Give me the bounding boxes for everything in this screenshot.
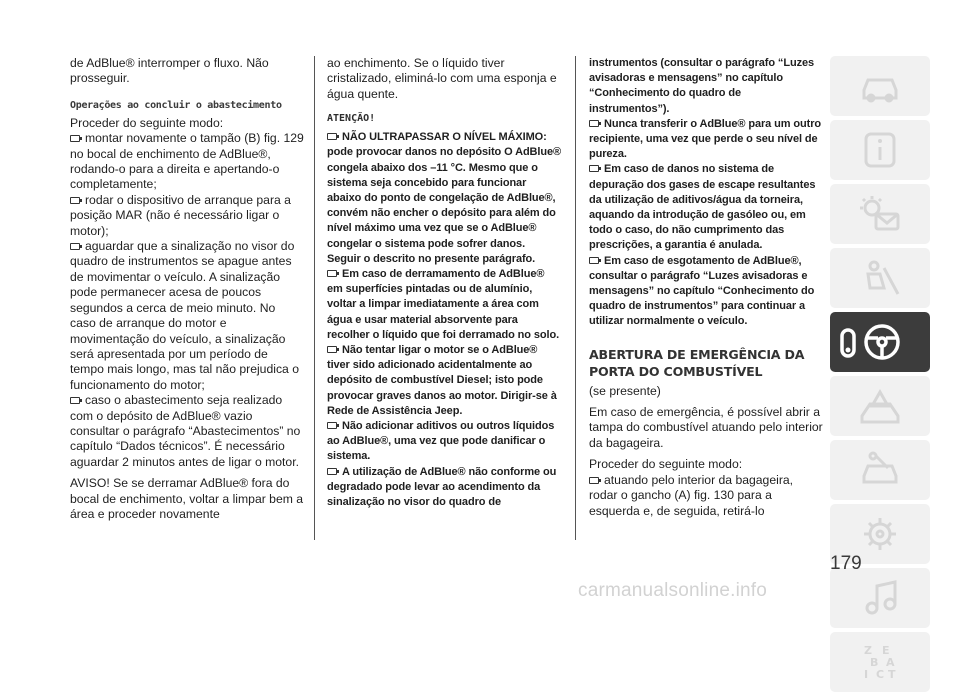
bullet-item: atuando pelo interior da bagageira, rodar o gancho (A) fig. 130 para a esquerda e, de seguida, retirá-lo bbox=[589, 472, 794, 518]
paragraph: ao enchimento. Se o líquido tiver cristalizado, eliminá-lo com uma esponja e água quente. bbox=[327, 56, 557, 101]
paragraph: Em caso de emergência, é possível abrir a tampa do combustível atuando pelo interior da bagageira. bbox=[589, 405, 823, 450]
column-left bbox=[70, 56, 304, 522]
maintenance-icon bbox=[858, 450, 902, 490]
bullet-item: rodar o dispositivo de arranque para a posição MAR (não é necessário ligar o motor); bbox=[70, 192, 291, 238]
paragraph: AVISO! Se se derramar AdBlue® fora do bocal de enchimento, voltar a limpar bem a área e proceder novamente bbox=[70, 476, 304, 521]
chapter-tabs bbox=[830, 56, 930, 696]
bullet-icon bbox=[70, 135, 80, 142]
bullet-icon bbox=[327, 133, 337, 140]
multimedia-icon bbox=[858, 578, 902, 618]
tab-car-info[interactable] bbox=[830, 56, 930, 116]
starting-driving-icon bbox=[838, 320, 904, 364]
subheading: Operações ao concluir o abastecimento bbox=[70, 99, 282, 111]
tab-maintenance[interactable] bbox=[830, 440, 930, 500]
technical-data-icon bbox=[858, 514, 902, 554]
warning-lights-icon bbox=[858, 194, 902, 234]
svg-text:E: E bbox=[882, 644, 890, 657]
tab-warning-lights[interactable] bbox=[830, 184, 930, 244]
warning-item: Não adicionar aditivos ou outros líquidos ao AdBlue®, uma vez que pode danificar o sistema. bbox=[327, 420, 555, 463]
warning-item: Não tentar ligar o motor se o AdBlue® tiver sido adicionado acidentalmente ao depósito de combustível Diesel; isto pode provocar graves danos ao motor. Dirigir-se à Rede de Assistência Jeep. bbox=[327, 344, 557, 417]
section-subtitle: (se presente) bbox=[589, 383, 661, 398]
tab-starting-driving[interactable] bbox=[830, 312, 930, 372]
tab-multimedia[interactable] bbox=[830, 568, 930, 628]
tab-index[interactable] bbox=[830, 632, 930, 692]
column-divider bbox=[314, 56, 315, 540]
svg-text:C: C bbox=[876, 668, 885, 681]
bullet-item: montar novamente o tampão (B) fig. 129 no bocal de enchimento de AdBlue®, rodando-o para a direita e apertando-o completamente; bbox=[70, 131, 304, 192]
svg-text:I: I bbox=[864, 668, 869, 681]
warning-item: NÃO ULTRAPASSAR O NÍVEL MÁXIMO: pode provocar danos no depósito O AdBlue® congela abaixo dos –11 °C. Mesmo que o sistema seja concebido para funcionar abaixo do ponto de congelação de AdBlue®, convém não encher o depósito para além do nível máximo uma vez que se o AdBlue® congelar o sistema pode sofrer danos. Seguir o descrito no presente parágrafo. bbox=[327, 131, 562, 265]
attention-heading: ATENÇÃO! bbox=[327, 113, 376, 125]
bullet-icon bbox=[327, 270, 337, 277]
page-number: 179 bbox=[830, 553, 862, 574]
svg-text:B: B bbox=[870, 656, 879, 669]
index-icon bbox=[858, 642, 902, 682]
bullet-icon bbox=[327, 468, 337, 475]
bullet-icon bbox=[70, 197, 80, 204]
tab-emergency[interactable] bbox=[830, 376, 930, 436]
bullet-icon bbox=[327, 422, 337, 429]
warning-item: Em caso de esgotamento de AdBlue®, consultar o parágrafo “Luzes avisadoras e mensagens” no capítulo “Conhecimento do quadro de instrumentos” para continuar a utilizar normalmente o veículo. bbox=[589, 254, 815, 328]
bullet-icon bbox=[589, 165, 599, 172]
section-title: ABERTURA DE EMERGÊNCIA DA PORTA DO COMBUSTÍVEL bbox=[589, 346, 805, 379]
bullet-icon bbox=[327, 346, 337, 353]
bullet-icon bbox=[70, 397, 80, 404]
svg-text:A: A bbox=[886, 656, 895, 669]
bullet-item: caso o abastecimento seja realizado com o depósito de AdBlue® vazio consultar o parágrafo “Abastecimentos” no capítulo “Dados técnicos”. É necessário aguardar 2 minutos antes de ligar o motor. bbox=[70, 393, 301, 469]
tab-info[interactable] bbox=[830, 120, 930, 180]
bullet-item: aguardar que a sinalização no visor do quadro de instrumentos se apague antes de movimentar o veículo. A sinalização pode permanecer acesa de poucos segundos a cerca de meio minuto. No caso de arranque do motor e movimentação do veículo, a sinalização será apresentada por um período de tempo mais longo, mas tal não prejudica o funcionamento do motor; bbox=[70, 239, 299, 392]
warning-item: A utilização de AdBlue® não conforme ou degradado pode levar ao acendimento da sinalização no visor do quadro de bbox=[327, 465, 557, 509]
paragraph: Proceder do seguinte modo: bbox=[70, 115, 224, 130]
warning-item: Nunca transferir o AdBlue® para um outro recipiente, uma vez que perde o seu nível de pureza. bbox=[589, 117, 822, 161]
svg-text:Z: Z bbox=[864, 644, 872, 657]
bullet-icon bbox=[589, 257, 599, 264]
paragraph: Proceder do seguinte modo: bbox=[589, 457, 743, 472]
bullet-icon bbox=[70, 243, 80, 250]
warning-item: Em caso de derramamento de AdBlue® em superfícies pintadas ou de alumínio, voltar a limpar imediatamente a área com água e usar material absorvente para recolher o líquido que foi derramado no solo. bbox=[327, 268, 560, 341]
bullet-icon bbox=[589, 120, 599, 127]
warning-list bbox=[589, 56, 824, 330]
svg-text:T: T bbox=[888, 668, 896, 681]
warning-item: instrumentos (consultar o parágrafo “Luzes avisadoras e mensagens” no capítulo “Conhecimento do quadro de instrumentos”). bbox=[589, 57, 815, 115]
safety-icon bbox=[858, 258, 902, 298]
warning-item: Em caso de danos no sistema de depuração dos gases de escape resultantes da utilização de aditivos/água da torneira, aquando da introdução de gasóleo ou, em todo o caso, do não cumprimento das prescrições, a garantia é anulada. bbox=[589, 163, 816, 252]
paragraph: de AdBlue® interromper o fluxo. Não prosseguir. bbox=[70, 56, 269, 86]
column-right bbox=[589, 56, 824, 519]
warning-list bbox=[327, 130, 561, 510]
tab-safety[interactable] bbox=[830, 248, 930, 308]
column-divider bbox=[575, 56, 576, 540]
watermark: carmanualsonline.info bbox=[578, 580, 768, 601]
column-middle bbox=[327, 56, 561, 510]
emergency-icon bbox=[858, 386, 902, 426]
bullet-icon bbox=[589, 477, 599, 484]
car-info-icon bbox=[858, 66, 902, 106]
info-icon bbox=[858, 130, 902, 170]
